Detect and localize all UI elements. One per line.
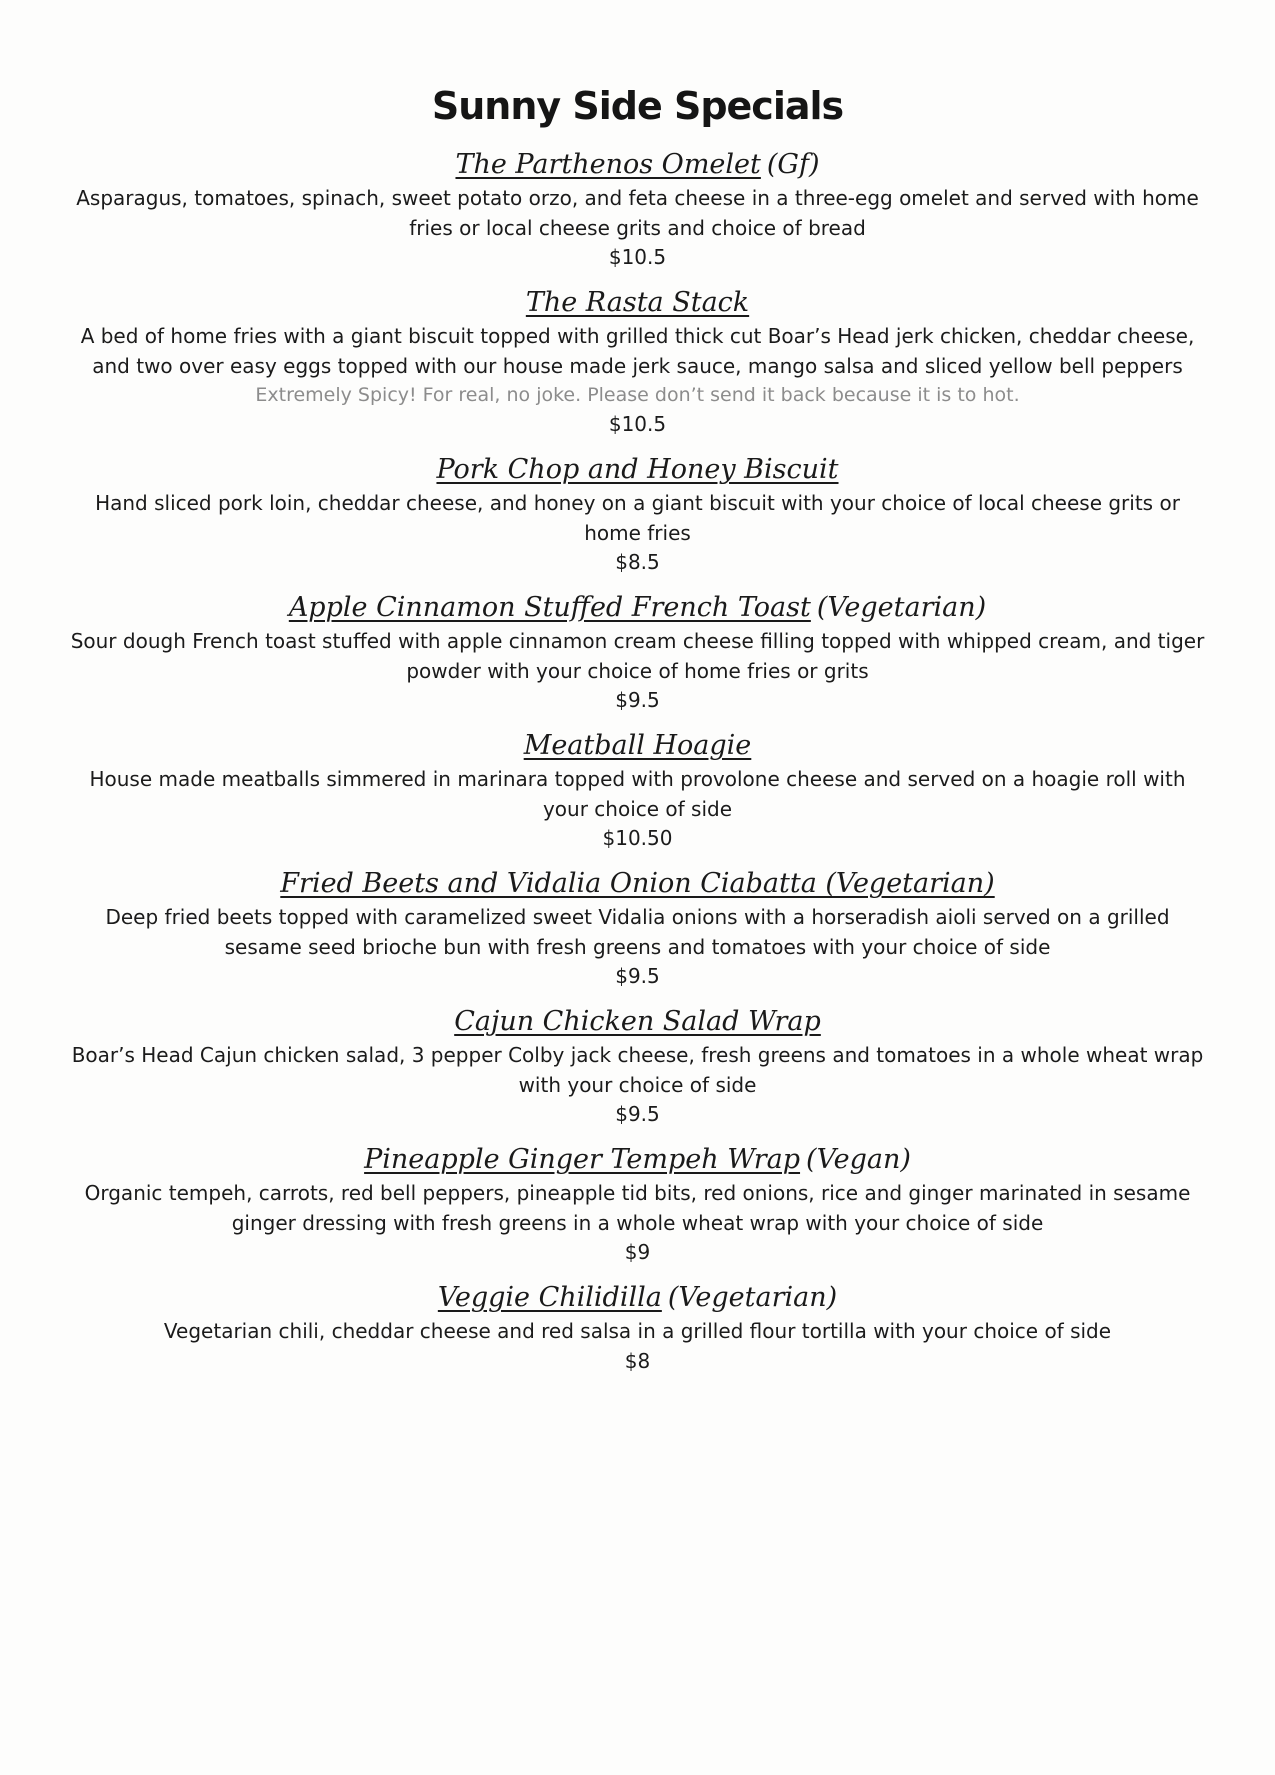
menu-item-veggie-chilidilla	[70, 1281, 1205, 1376]
item-price: $10.5	[608, 245, 667, 269]
item-description: Sour dough French toast stuffed with apple cinnamon cream cheese filling topped with whipped cream, and tiger powder with your choice of home fries or grits	[70, 629, 1205, 683]
item-name: Pineapple Ginger Tempeh Wrap	[364, 1144, 801, 1175]
item-description: Organic tempeh, carrots, red bell peppers, pineapple tid bits, red onions, rice and ginger marinated in sesame ginger dressing with fresh greens in a whole wheat wrap with your choice of side	[84, 1181, 1191, 1235]
menu-item-cajun-chicken-wrap	[70, 1005, 1205, 1129]
item-name: The Parthenos Omelet	[455, 149, 761, 180]
menu-item-tempeh-wrap	[70, 1143, 1205, 1267]
item-name: Fried Beets and Vidalia Onion Ciabatta (Vegetarian)	[280, 868, 995, 899]
item-description: Boar’s Head Cajun chicken salad, 3 pepper Colby jack cheese, fresh greens and tomatoes in a whole wheat wrap with your choice of side	[71, 1043, 1204, 1097]
item-price: $8.5	[615, 550, 660, 574]
item-heading	[70, 286, 1205, 320]
item-description: Vegetarian chili, cheddar cheese and red salsa in a grilled flour tortilla with your choice of side	[163, 1319, 1112, 1343]
item-heading	[70, 867, 1205, 901]
menu-title: Sunny Side Specials	[431, 84, 844, 128]
menu-item-parthenos-omelet	[70, 148, 1205, 272]
item-price: $9	[624, 1240, 651, 1264]
menu-item-pork-chop-biscuit	[70, 453, 1205, 577]
item-name: Apple Cinnamon Stuffed French Toast	[288, 592, 811, 623]
item-heading	[70, 591, 1205, 625]
item-tag: (Vegetarian)	[667, 1282, 838, 1313]
item-name: Pork Chop and Honey Biscuit	[436, 454, 839, 485]
menu-item-meatball-hoagie	[70, 729, 1205, 853]
item-name: Meatball Hoagie	[523, 730, 752, 761]
item-description: Deep fried beets topped with caramelized sweet Vidalia onions with a horseradish aioli served on a grilled sesame seed brioche bun with fresh greens and tomatoes with your choice of side	[105, 905, 1170, 959]
item-heading	[70, 1005, 1205, 1039]
item-description: Asparagus, tomatoes, spinach, sweet potato orzo, and feta cheese in a three-egg omelet and served with home fries or local cheese grits and choice of bread	[76, 186, 1199, 240]
item-name: Veggie Chilidilla	[437, 1282, 662, 1313]
item-heading	[70, 1143, 1205, 1177]
item-description: House made meatballs simmered in marinara topped with provolone cheese and served on a hoagie roll with your choice of side	[89, 767, 1186, 821]
item-heading	[70, 729, 1205, 763]
item-note: Extremely Spicy! For real, no joke. Please don’t send it back because it is to hot.	[255, 384, 1020, 406]
item-price: $9.5	[615, 688, 660, 712]
item-tag: (Gf)	[766, 149, 820, 180]
item-price: $9.5	[615, 1102, 660, 1126]
item-name: The Rasta Stack	[525, 287, 750, 318]
menu-item-fried-beets-ciabatta	[70, 867, 1205, 991]
item-tag: (Vegetarian)	[816, 592, 987, 623]
item-tag: (Vegan)	[806, 1144, 911, 1175]
item-name: Cajun Chicken Salad Wrap	[454, 1006, 821, 1037]
item-price: $8	[624, 1348, 651, 1373]
item-heading	[70, 1281, 1205, 1315]
item-description: A bed of home fries with a giant biscuit topped with grilled thick cut Boar’s Head jerk chicken, cheddar cheese, and two over easy eggs topped with our house made jerk sauce, mango salsa and sliced yellow bell peppers	[80, 324, 1195, 378]
item-heading	[70, 453, 1205, 487]
item-heading	[70, 148, 1205, 182]
item-description: Hand sliced pork loin, cheddar cheese, and honey on a giant biscuit with your choice of local cheese grits or home fries	[95, 491, 1180, 545]
menu-item-rasta-stack	[70, 286, 1205, 439]
item-price: $10.5	[608, 412, 667, 436]
item-price: $10.50	[602, 826, 673, 850]
item-price: $9.5	[615, 964, 660, 988]
menu-item-french-toast	[70, 591, 1205, 715]
